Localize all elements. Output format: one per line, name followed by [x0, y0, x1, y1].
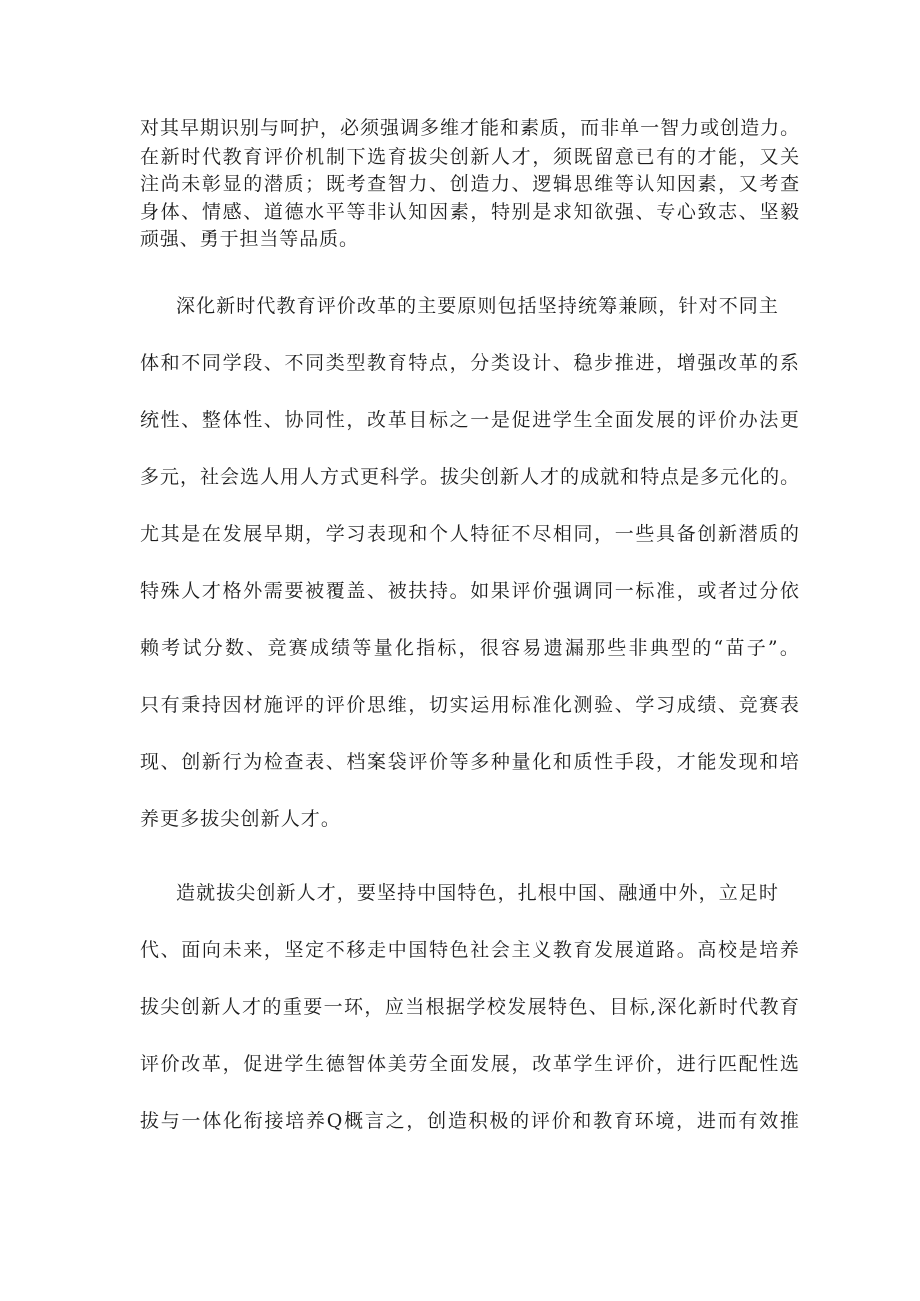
paragraph-line: 尤其是在发展早期，学习表现和个人特征不尽相同，一些具备创新潜质的 — [140, 523, 800, 545]
paragraph-line: 身体、情感、道德水平等非认知因素，特别是求知欲强、专心致志、坚毅 — [140, 201, 800, 223]
paragraph-line: 代、面向未来，坚定不移走中国特色社会主义教育发展道路。高校是培养 — [140, 939, 800, 961]
paragraph-line: 体和不同学段、不同类型教育特点，分类设计、稳步推进，增强改革的系 — [140, 352, 800, 374]
paragraph-line: 拔尖创新人才的重要一环，应当根据学校发展特色、目标,深化新时代教育 — [140, 996, 800, 1018]
paragraph-line: 统性、整体性、协同性，改革目标之一是促进学生全面发展的评价办法更 — [140, 409, 800, 431]
paragraph-line: 顽强、勇于担当等品质。 — [140, 228, 359, 250]
paragraph-line: 深化新时代教育评价改革的主要原则包括坚持统筹兼顾，针对不同主 — [176, 295, 780, 317]
paragraph-line: 现、创新行为检查表、档案袋评价等多种量化和质性手段，才能发现和培 — [140, 751, 800, 773]
paragraph-line: 注尚未彰显的潜质；既考查智力、创造力、逻辑思维等认知因素，又考查 — [140, 173, 800, 195]
paragraph-line: 评价改革，促进学生德智体美劳全面发展，改革学生评价，进行匹配性选 — [140, 1053, 800, 1075]
paragraph-line: 在新时代教育评价机制下选育拔尖创新人才，须既留意已有的才能，又关 — [140, 146, 800, 168]
paragraph-line: 多元，社会选人用人方式更科学。拔尖创新人才的成就和特点是多元化的。 — [140, 466, 800, 488]
paragraph-line: 拔与一体化衔接培养Q概言之，创造积极的评价和教育环境，进而有效推 — [140, 1110, 800, 1132]
paragraph-line: 造就拔尖创新人才，要坚持中国特色，扎根中国、融通中外，立足时 — [176, 882, 780, 904]
paragraph-line: 赖考试分数、竞赛成绩等量化指标，很容易遗漏那些非典型的“苗子”。 — [140, 637, 800, 659]
paragraph-line: 只有秉持因材施评的评价思维，切实运用标准化测验、学习成绩、竞赛表 — [140, 694, 800, 716]
paragraph-line: 特殊人才格外需要被覆盖、被扶持。如果评价强调同一标准，或者过分依 — [140, 580, 800, 602]
paragraph-line: 对其早期识别与呵护，必须强调多维才能和素质，而非单一智力或创造力。 — [140, 117, 800, 139]
paragraph-line: 养更多拔尖创新人才。 — [140, 808, 342, 830]
